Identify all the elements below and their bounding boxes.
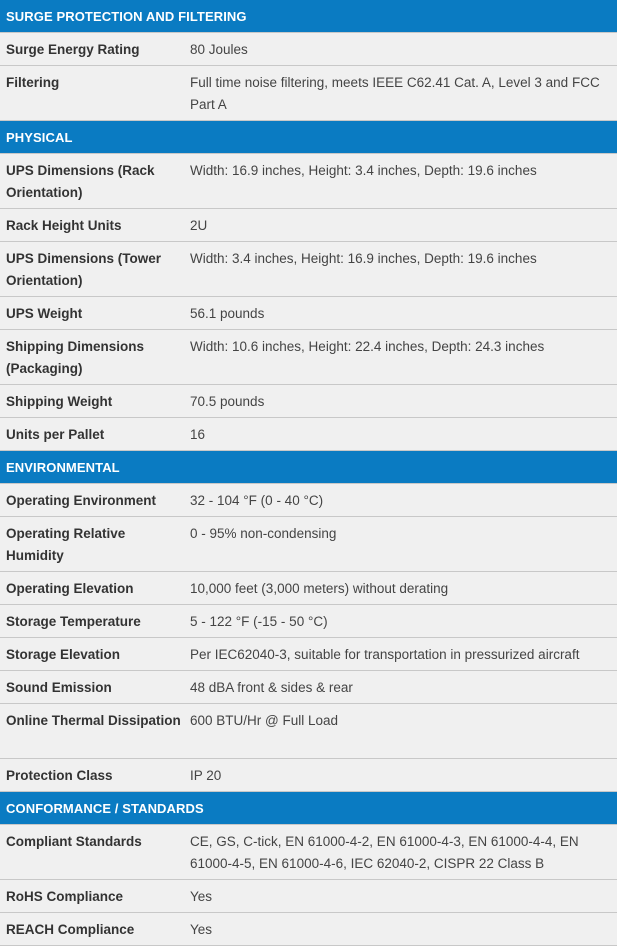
spec-row-operating-environment — [0, 484, 617, 517]
spec-value: CE, GS, C-tick, EN 61000-4-2, EN 61000-4-3, EN 61000-4-4, EN 61000-4-5, EN 61000-4-6, IEC 62040-2, CISPR 22 Class B — [190, 834, 579, 871]
spec-row-filtering — [0, 66, 617, 121]
spec-row-sound-emission — [0, 671, 617, 704]
spec-label: REACH Compliance — [6, 922, 135, 937]
spec-value: 600 BTU/Hr @ Full Load — [190, 713, 339, 728]
spec-value: 2U — [190, 218, 208, 233]
spec-value: Width: 10.6 inches, Height: 22.4 inches, Depth: 24.3 inches — [190, 339, 545, 354]
spec-value: 16 — [190, 427, 206, 442]
spec-value: Width: 3.4 inches, Height: 16.9 inches, Depth: 19.6 inches — [190, 251, 537, 266]
spec-value: Yes — [190, 922, 213, 937]
spec-label: Compliant Standards — [6, 834, 142, 849]
spec-label: Storage Temperature — [6, 614, 141, 629]
spec-value: 5 - 122 °F (-15 - 50 °C) — [190, 614, 328, 629]
spec-value: 80 Joules — [190, 42, 248, 57]
spec-label: Online Thermal Dissipation — [6, 713, 181, 728]
spec-label: Sound Emission — [6, 680, 112, 695]
spec-label: UPS Dimensions (Rack Orientation) — [6, 163, 155, 200]
spec-label: Filtering — [6, 75, 60, 90]
spec-row-ups-weight — [0, 297, 617, 330]
section-header-conformance: CONFORMANCE / STANDARDS — [0, 792, 617, 825]
spec-row-storage-elevation — [0, 638, 617, 671]
spec-label: Shipping Dimensions (Packaging) — [6, 339, 145, 376]
spec-row-shipping-dimensions — [0, 330, 617, 385]
spec-row-ups-dimensions-rack — [0, 154, 617, 209]
spec-row-surge-energy-rating — [0, 33, 617, 66]
spec-label: UPS Weight — [6, 306, 83, 321]
spec-label: Operating Environment — [6, 493, 157, 508]
spec-row-rohs-compliance — [0, 880, 617, 913]
spec-row-reach-compliance — [0, 913, 617, 946]
spec-row-storage-temperature — [0, 605, 617, 638]
spec-value: 70.5 pounds — [190, 394, 265, 409]
spec-value: IP 20 — [190, 768, 222, 783]
spec-value: Full time noise filtering, meets IEEE C62.41 Cat. A, Level 3 and FCC Part A — [190, 75, 600, 112]
spec-value: Yes — [190, 889, 213, 904]
spec-row-units-per-pallet — [0, 418, 617, 451]
spec-label: Storage Elevation — [6, 647, 121, 662]
spec-label: Operating Relative Humidity — [6, 526, 126, 563]
spec-label: RoHS Compliance — [6, 889, 124, 904]
spec-value: 10,000 feet (3,000 meters) without derating — [190, 581, 449, 596]
spec-row-operating-elevation — [0, 572, 617, 605]
spec-label: Operating Elevation — [6, 581, 134, 596]
spec-value: Per IEC62040-3, suitable for transportation in pressurized aircraft — [190, 647, 580, 662]
spec-label: UPS Dimensions (Tower Orientation) — [6, 251, 162, 288]
spec-row-ups-dimensions-tower — [0, 242, 617, 297]
spec-label: Protection Class — [6, 768, 113, 783]
spec-value: 0 - 95% non-condensing — [190, 526, 337, 541]
spec-label: Surge Energy Rating — [6, 42, 140, 57]
spec-value: 48 dBA front & sides & rear — [190, 680, 353, 695]
spec-value: Width: 16.9 inches, Height: 3.4 inches, Depth: 19.6 inches — [190, 163, 537, 178]
spec-label: Units per Pallet — [6, 427, 105, 442]
spec-row-protection-class — [0, 759, 617, 792]
spec-value: 32 - 104 °F (0 - 40 °C) — [190, 493, 324, 508]
spec-label: Rack Height Units — [6, 218, 122, 233]
spec-row-rack-height-units — [0, 209, 617, 242]
spec-row-compliant-standards — [0, 825, 617, 880]
spec-row-thermal-dissipation — [0, 704, 617, 759]
section-header-physical: PHYSICAL — [0, 121, 617, 154]
section-header-environmental: ENVIRONMENTAL — [0, 451, 617, 484]
section-header-surge-protection: SURGE PROTECTION AND FILTERING — [0, 0, 617, 33]
spec-label: Shipping Weight — [6, 394, 113, 409]
spec-row-shipping-weight — [0, 385, 617, 418]
spec-row-operating-humidity — [0, 517, 617, 572]
spec-value: 56.1 pounds — [190, 306, 265, 321]
